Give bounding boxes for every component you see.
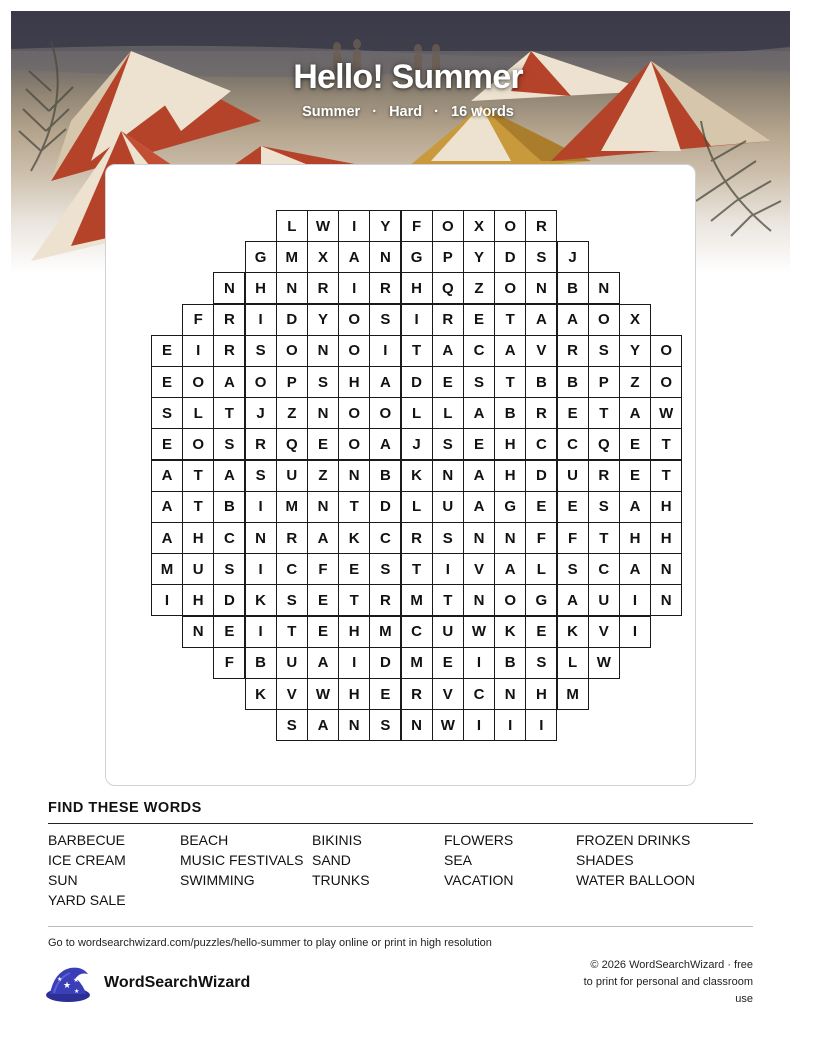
word-item: WATER BALLOON [576,872,696,888]
grid-cell[interactable]: Q [276,428,308,460]
grid-cell[interactable]: L [401,397,433,429]
word-item: FLOWERS [444,832,514,848]
grid-cell[interactable]: Z [619,366,651,398]
grid-cell[interactable]: I [338,272,370,304]
grid-cell[interactable]: G [245,241,277,273]
grid-cell[interactable]: B [525,366,557,398]
grid-cell[interactable]: E [525,616,557,648]
grid-cell[interactable]: O [494,272,526,304]
grid-cell[interactable]: V [432,678,464,710]
grid-cell[interactable]: T [650,428,682,460]
grid-cell[interactable]: B [557,366,589,398]
grid-cell[interactable]: R [525,210,557,242]
grid-cell[interactable]: N [650,584,682,616]
word-item: VACATION [444,872,514,888]
grid-cell[interactable]: A [307,647,339,679]
grid-cell[interactable]: R [369,272,401,304]
grid-cell[interactable]: S [525,647,557,679]
grid-cell[interactable]: S [245,460,277,492]
grid-cell[interactable]: I [463,647,495,679]
grid-cell[interactable]: C [401,616,433,648]
grid-cell[interactable]: I [619,584,651,616]
grid-cell[interactable]: I [494,709,526,741]
grid-cell[interactable]: K [494,616,526,648]
grid-cell[interactable]: S [276,709,308,741]
grid-cell[interactable]: T [432,584,464,616]
grid-cell[interactable]: W [650,397,682,429]
grid-cell[interactable]: N [432,460,464,492]
grid-cell[interactable]: E [432,366,464,398]
grid-cell[interactable]: H [182,584,214,616]
grid-cell[interactable]: R [432,304,464,336]
grid-cell[interactable]: M [557,678,589,710]
grid-cell[interactable]: X [463,210,495,242]
grid-cell[interactable]: E [369,678,401,710]
brand-name[interactable]: WordSearchWizard [104,974,251,991]
grid-cell[interactable]: A [619,553,651,585]
grid-cell[interactable]: E [151,335,183,367]
grid-cell[interactable]: U [182,553,214,585]
grid-cell[interactable]: H [650,522,682,554]
grid-cell[interactable]: N [463,584,495,616]
grid-cell[interactable]: R [213,304,245,336]
grid-cell[interactable]: S [369,553,401,585]
grid-cell[interactable]: J [245,397,277,429]
grid-cell[interactable]: W [307,210,339,242]
grid-cell[interactable]: S [369,709,401,741]
word-item: SAND [312,852,351,868]
svg-text:★: ★ [57,976,63,983]
grid-cell[interactable]: T [182,460,214,492]
grid-cell[interactable]: W [432,709,464,741]
grid-cell[interactable]: O [494,584,526,616]
grid-cell[interactable]: C [557,428,589,460]
grid-cell[interactable]: U [276,460,308,492]
grid-cell[interactable]: E [525,491,557,523]
grid-cell[interactable]: R [588,460,620,492]
grid-cell[interactable]: K [557,616,589,648]
svg-text:★: ★ [73,976,80,984]
grid-cell[interactable]: N [338,460,370,492]
grid-cell[interactable]: A [369,366,401,398]
grid-cell[interactable]: S [276,584,308,616]
grid-cell[interactable]: A [557,584,589,616]
grid-cell[interactable]: O [245,366,277,398]
grid-cell[interactable]: O [182,366,214,398]
grid-cell[interactable]: S [588,491,620,523]
grid-cell[interactable]: E [151,428,183,460]
grid-cell[interactable]: N [463,522,495,554]
grid-cell[interactable]: T [650,460,682,492]
grid-cell[interactable]: T [213,397,245,429]
grid-cell[interactable]: I [245,553,277,585]
grid-cell[interactable]: H [525,678,557,710]
grid-cell[interactable]: S [432,522,464,554]
grid-cell[interactable]: O [338,397,370,429]
word-item: BEACH [180,832,229,848]
grid-cell[interactable]: E [619,428,651,460]
grid-cell[interactable]: A [151,491,183,523]
grid-cell[interactable]: H [338,616,370,648]
category-label: Summer [302,104,361,120]
puzzle-meta [0,104,816,120]
grid-cell[interactable]: P [432,241,464,273]
grid-cell[interactable]: U [557,460,589,492]
grid-cell[interactable]: O [338,335,370,367]
grid-cell[interactable]: T [588,522,620,554]
grid-cell[interactable]: C [588,553,620,585]
divider [48,823,753,824]
grid-cell[interactable]: M [401,647,433,679]
grid-cell[interactable]: D [525,460,557,492]
grid-cell[interactable]: B [494,647,526,679]
grid-cell[interactable]: O [338,428,370,460]
grid-cell[interactable]: A [432,335,464,367]
grid-cell[interactable]: R [525,397,557,429]
grid-cell[interactable]: E [307,428,339,460]
grid-cell[interactable]: H [619,522,651,554]
grid-cell[interactable]: L [432,397,464,429]
page-title: Hello! Summer [293,58,523,96]
grid-cell[interactable]: T [276,616,308,648]
grid-cell[interactable]: Q [432,272,464,304]
grid-cell[interactable]: R [245,428,277,460]
difficulty-label: Hard [389,104,423,120]
grid-cell[interactable]: Z [463,272,495,304]
grid-cell[interactable]: S [463,366,495,398]
footer-link-text[interactable]: Go to wordsearchwizard.com/puzzles/hello-summer to play online or print in high resolution [48,937,492,949]
grid-cell[interactable]: O [432,210,464,242]
grid-cell[interactable]: U [276,647,308,679]
word-item: SHADES [576,852,634,868]
word-item: TRUNKS [312,872,370,888]
grid-cell[interactable]: S [369,304,401,336]
grid-cell[interactable]: A [338,241,370,273]
word-item: SWIMMING [180,872,255,888]
grid-cell[interactable]: N [494,522,526,554]
grid-cell[interactable]: L [276,210,308,242]
grid-cell[interactable]: F [557,522,589,554]
grid-cell[interactable]: I [369,335,401,367]
grid-cell[interactable]: R [276,522,308,554]
grid-cell[interactable]: H [650,491,682,523]
grid-cell[interactable]: W [588,647,620,679]
grid-cell[interactable]: M [151,553,183,585]
word-list-heading: FIND THESE WORDS [48,800,202,816]
grid-cell[interactable]: I [151,584,183,616]
grid-cell[interactable]: X [619,304,651,336]
grid-cell[interactable]: O [276,335,308,367]
grid-cell[interactable]: C [369,522,401,554]
grid-cell[interactable]: H [245,272,277,304]
grid-cell[interactable]: F [401,210,433,242]
grid-cell[interactable]: I [245,304,277,336]
grid-cell[interactable]: U [432,491,464,523]
grid-cell[interactable]: U [432,616,464,648]
grid-cell[interactable]: B [245,647,277,679]
grid-cell[interactable]: U [588,584,620,616]
grid-cell[interactable]: A [213,460,245,492]
grid-cell[interactable]: E [557,397,589,429]
grid-cell[interactable]: Y [463,241,495,273]
grid-cell[interactable]: N [307,491,339,523]
grid-cell[interactable]: N [401,709,433,741]
grid-cell[interactable]: H [338,366,370,398]
grid-cell[interactable]: I [338,647,370,679]
svg-text:★: ★ [74,988,80,995]
grid-cell[interactable]: T [401,553,433,585]
grid-cell[interactable]: E [463,428,495,460]
word-item: BIKINIS [312,832,362,848]
grid-cell[interactable]: M [276,491,308,523]
grid-cell[interactable]: E [619,460,651,492]
grid-cell[interactable]: Y [369,210,401,242]
grid-cell[interactable]: I [245,616,277,648]
grid-cell[interactable]: N [369,241,401,273]
grid-cell[interactable]: S [213,553,245,585]
grid-cell[interactable]: N [494,678,526,710]
word-count-label: 16 words [451,104,514,120]
grid-cell[interactable]: I [432,553,464,585]
grid-cell[interactable]: D [213,584,245,616]
grid-cell[interactable]: T [182,491,214,523]
grid-cell[interactable]: X [307,241,339,273]
grid-cell[interactable]: W [463,616,495,648]
grid-cell[interactable]: H [494,460,526,492]
grid-cell[interactable]: B [213,491,245,523]
grid-cell[interactable]: K [245,584,277,616]
grid-cell[interactable]: A [369,428,401,460]
grid-cell[interactable]: T [338,491,370,523]
grid-cell[interactable]: R [401,522,433,554]
grid-cell[interactable]: A [494,553,526,585]
grid-cell[interactable]: O [182,428,214,460]
grid-cell[interactable]: C [213,522,245,554]
grid-cell[interactable]: E [557,491,589,523]
grid-cell[interactable]: A [307,522,339,554]
grid-cell[interactable]: S [432,428,464,460]
grid-cell[interactable]: A [463,397,495,429]
grid-cell[interactable]: O [369,397,401,429]
grid-cell[interactable]: S [588,335,620,367]
grid-cell[interactable]: I [401,304,433,336]
grid-cell[interactable]: A [619,397,651,429]
grid-cell[interactable]: Z [307,460,339,492]
grid-cell[interactable]: P [588,366,620,398]
grid-cell[interactable]: N [182,616,214,648]
grid-cell[interactable]: N [245,522,277,554]
grid-cell[interactable]: P [276,366,308,398]
grid-cell[interactable]: S [525,241,557,273]
word-item: FROZEN DRINKS [576,832,691,848]
grid-cell[interactable]: C [525,428,557,460]
grid-cell[interactable]: J [557,241,589,273]
grid-cell[interactable]: A [463,491,495,523]
grid-cell[interactable]: M [369,616,401,648]
grid-cell[interactable]: L [182,397,214,429]
grid-cell[interactable]: H [494,428,526,460]
grid-cell[interactable]: A [151,460,183,492]
copyright-text: © 2026 WordSearchWizard · free to print for personal and classroom use [583,959,753,1005]
grid-cell[interactable]: E [463,304,495,336]
grid-cell[interactable]: N [650,553,682,585]
grid-cell[interactable]: I [463,709,495,741]
grid-cell[interactable]: S [151,397,183,429]
grid-cell[interactable]: A [525,304,557,336]
word-item: SUN [48,872,78,888]
grid-cell[interactable]: H [401,272,433,304]
grid-cell[interactable]: I [619,616,651,648]
word-item: SEA [444,852,473,868]
grid-cell[interactable]: B [557,272,589,304]
grid-cell[interactable]: E [307,616,339,648]
grid-cell[interactable]: Y [619,335,651,367]
grid-cell[interactable]: A [463,460,495,492]
word-item: YARD SALE [48,892,126,908]
grid-cell[interactable]: I [182,335,214,367]
grid-cell[interactable]: N [338,709,370,741]
grid-cell[interactable]: K [401,460,433,492]
grid-cell[interactable]: F [307,553,339,585]
grid-cell[interactable]: K [338,522,370,554]
grid-cell[interactable]: T [494,304,526,336]
grid-cell[interactable]: G [494,491,526,523]
grid-cell[interactable]: N [307,335,339,367]
grid-cell[interactable]: I [245,491,277,523]
grid-cell[interactable]: O [588,304,620,336]
word-item: BARBECUE [48,832,126,848]
grid-cell[interactable]: A [557,304,589,336]
grid-cell[interactable]: N [307,397,339,429]
grid-cell[interactable]: W [307,678,339,710]
grid-cell[interactable]: V [588,616,620,648]
grid-cell[interactable]: S [213,428,245,460]
grid-cell[interactable]: I [525,709,557,741]
grid-cell[interactable]: D [369,647,401,679]
grid-cell[interactable]: F [213,647,245,679]
grid-cell[interactable]: M [401,584,433,616]
grid-cell[interactable]: Q [588,428,620,460]
grid-cell[interactable]: F [182,304,214,336]
grid-cell[interactable]: A [213,366,245,398]
grid-cell[interactable]: H [338,678,370,710]
grid-cell[interactable]: B [369,460,401,492]
grid-cell[interactable]: N [588,272,620,304]
svg-text:★: ★ [63,981,72,991]
grid-cell[interactable]: F [525,522,557,554]
grid-cell[interactable]: R [557,335,589,367]
grid-cell[interactable]: B [494,397,526,429]
grid-cell[interactable]: A [619,491,651,523]
grid-cell[interactable]: T [588,397,620,429]
word-item: ICE CREAM [48,852,126,868]
grid-cell[interactable]: O [338,304,370,336]
grid-cell[interactable]: R [401,678,433,710]
grid-cell[interactable]: A [307,709,339,741]
grid-cell[interactable]: D [494,241,526,273]
grid-cell[interactable]: C [463,678,495,710]
grid-cell[interactable]: Z [276,397,308,429]
grid-cell[interactable]: E [338,553,370,585]
grid-cell[interactable]: L [557,647,589,679]
grid-cell[interactable]: C [463,335,495,367]
grid-cell[interactable]: N [276,272,308,304]
meta-separator: · [372,104,378,120]
grid-cell[interactable]: L [525,553,557,585]
grid-cell[interactable]: N [213,272,245,304]
grid-cell[interactable]: N [525,272,557,304]
grid-cell[interactable]: G [401,241,433,273]
grid-cell[interactable]: J [401,428,433,460]
grid-cell[interactable]: R [307,272,339,304]
grid-cell[interactable]: V [525,335,557,367]
grid-cell[interactable]: D [276,304,308,336]
grid-cell[interactable]: A [494,335,526,367]
grid-cell[interactable]: I [338,210,370,242]
puzzle-card [105,164,696,786]
grid-cell[interactable]: D [369,491,401,523]
grid-cell[interactable]: A [151,522,183,554]
grid-cell[interactable]: S [245,335,277,367]
grid-cell[interactable]: V [276,678,308,710]
word-item: MUSIC FESTIVALS [180,852,304,868]
grid-cell[interactable]: O [650,366,682,398]
grid-cell[interactable]: V [463,553,495,585]
divider [48,926,753,927]
grid-cell[interactable]: E [432,647,464,679]
grid-cell[interactable]: H [182,522,214,554]
grid-cell[interactable]: T [401,335,433,367]
grid-cell[interactable]: R [369,584,401,616]
grid-cell[interactable]: S [557,553,589,585]
grid-cell[interactable]: R [213,335,245,367]
grid-cell[interactable]: G [525,584,557,616]
grid-cell[interactable]: Y [307,304,339,336]
grid-cell[interactable]: E [307,584,339,616]
grid-cell[interactable]: O [650,335,682,367]
meta-separator: · [434,104,439,120]
grid-cell[interactable]: O [494,210,526,242]
grid-cell[interactable]: M [276,241,308,273]
grid-cell[interactable]: S [307,366,339,398]
grid-cell[interactable]: E [213,616,245,648]
wizard-hat-icon [44,964,94,1004]
grid-cell[interactable]: T [494,366,526,398]
grid-cell[interactable]: E [151,366,183,398]
grid-cell[interactable]: L [401,491,433,523]
grid-cell[interactable]: K [245,678,277,710]
grid-cell[interactable]: D [401,366,433,398]
grid-cell[interactable]: T [338,584,370,616]
grid-cell[interactable]: C [276,553,308,585]
